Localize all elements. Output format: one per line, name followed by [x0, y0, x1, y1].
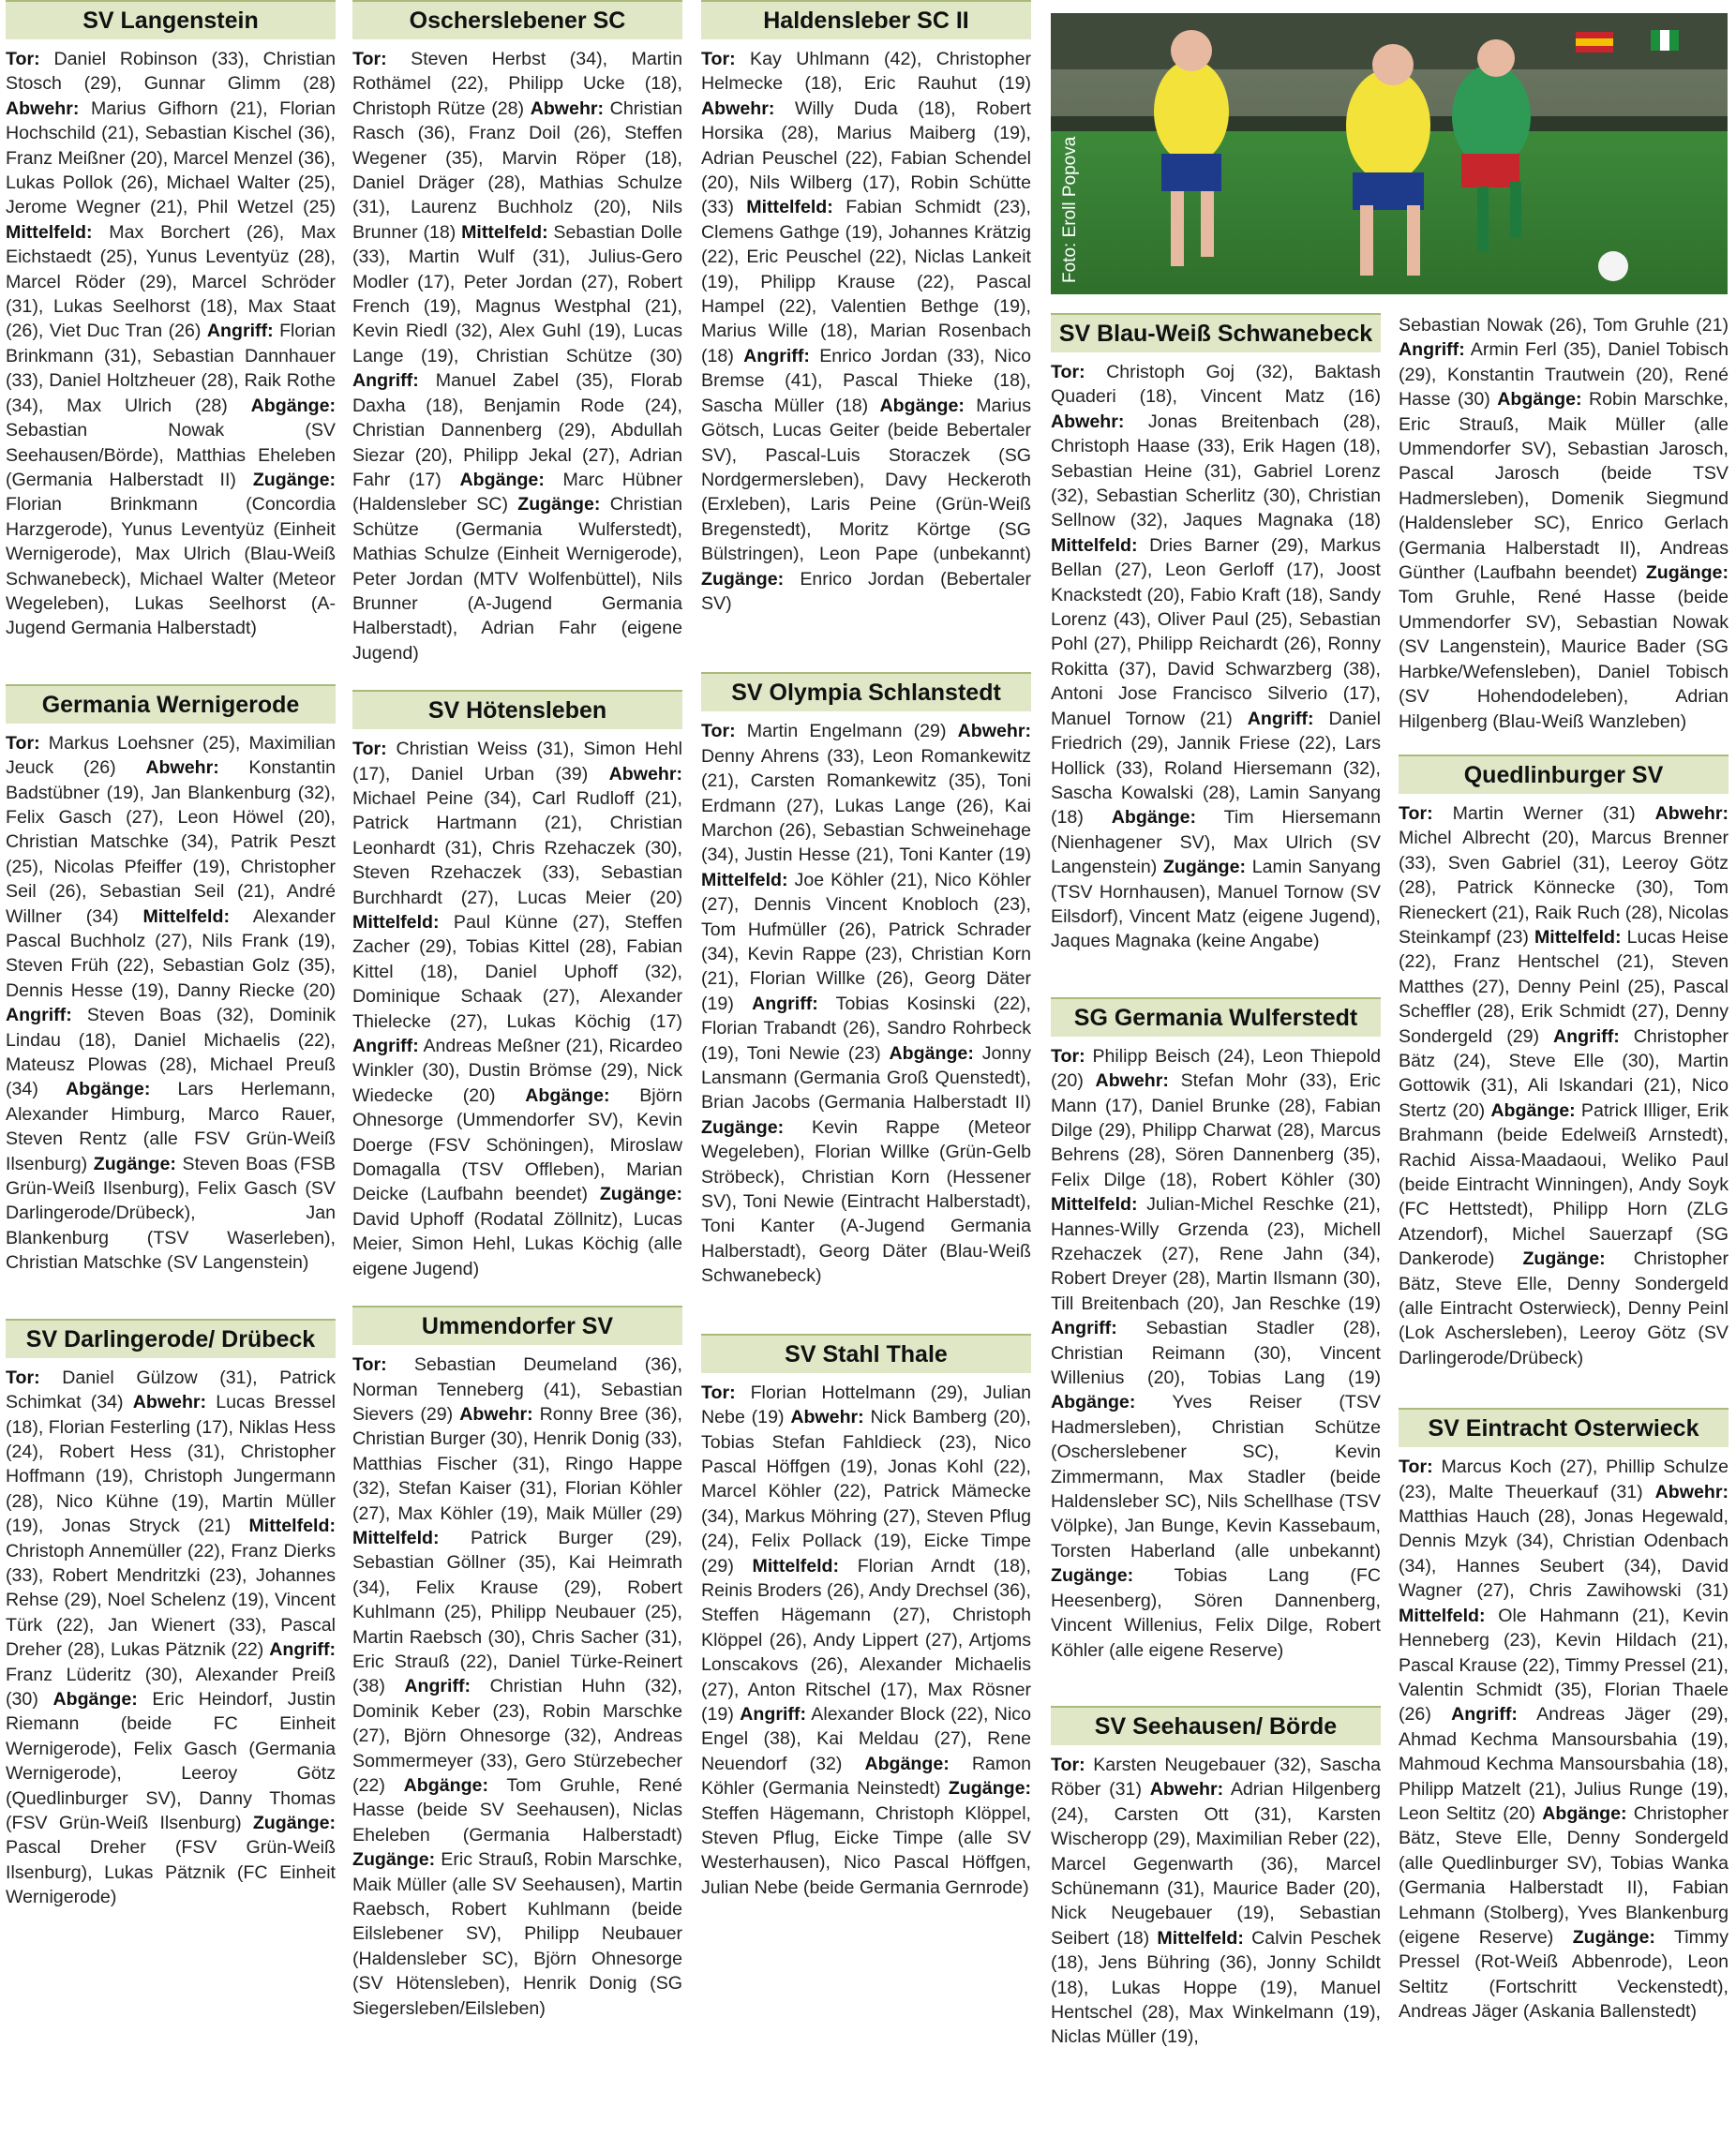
player-list: Christopher Bätz, Steve Elle, Denny Sondergeld (alle Quedlinburger SV), Tobias Wanka (Germania Halberstadt II), Fabian Lehmann (Stolberg), Yves Blankenburg (eigene Reserve) [1399, 1802, 1729, 1948]
team-roster [1051, 1044, 1381, 1663]
player-list: Ole Hahmann (21), Kevin Henneberg (23), Kevin Hildach (21), Pascal Krause (22), Timmy Pressel (21), Valentin Schmidt (35), Florian Thaele (26) [1399, 1605, 1729, 1726]
position-label: Abgänge: [403, 1775, 488, 1796]
player-list: Sebastian Deumeland (36), Norman Tenneberg (41), Sebastian Sievers (29) [352, 1354, 682, 1425]
position-label: Tor: [1051, 1754, 1085, 1775]
player-list: Alexander Pascal Buchholz (27), Nils Frank (19), Steven Früh (22), Sebastian Golz (35), Dennis Hesse (19), Danny Riecke (20) [6, 905, 336, 1001]
team-heading: Germania Wernigerode [6, 684, 336, 724]
team-roster [1399, 801, 1729, 1370]
position-label: Tor: [701, 721, 736, 742]
position-label: Mittelfeld: [142, 905, 230, 927]
position-label: Abwehr: [1654, 1481, 1729, 1502]
team-heading: SV Eintracht Osterwieck [1399, 1408, 1729, 1447]
match-photo-image [1051, 13, 1728, 294]
player-list: Florian Brinkmann (Concordia Harzgerode), Yunus Leventyüz (Einheit Wernigerode), Max Ulrich (Blau-Weiß Schwanebeck), Michael Walter (Meteor Wegeleben), Lukas Seelhorst (A-Jugend Germania Halberstadt) [6, 494, 336, 639]
player-list: Joe Köhler (21), Nico Köhler (27), Dennis Vincent Knobloch (23), Tom Hufmüller (26), Patrick Schrader (34), Kevin Rappe (23), Christian Korn (21), Florian Willke (26), Georg Däter (19) [701, 869, 1031, 1014]
player-list: Tom Gruhle, René Hasse (beide Ummendorfer SV), Sebastian Nowak (SV Langenstein), Maurice Bader (SG Harbke/Wefensleben), Daniel Tobisch (SV Hohendodeleben), Adrian Hilgenberg (Blau-Weiß Wanzleben) [1399, 587, 1729, 732]
player-list: Björn Ohnesorge (Ummendorfer SV), Kevin Doerge (FSV Schöningen), Miroslaw Domagalla (TSV Offleben), Marian Deicke (Laufbahn beendet) [352, 1084, 682, 1205]
position-label: Abwehr: [6, 97, 80, 119]
team-roster [6, 1366, 336, 1910]
position-label: Angriff: [1399, 339, 1465, 361]
player-list: Sebastian Nowak (26), Tom Gruhle (21) [1399, 315, 1729, 336]
player-list: Alexander Block (22), Nico Engel (38), Kai Meldau (27), Rene Neuendorf (32) [701, 1703, 1031, 1774]
position-label: Abwehr: [1149, 1779, 1224, 1801]
player-list: Robin Marschke, Eric Strauß, Maik Müller (alle Ummendorfer SV), Sebastian Jarosch, Pascal Jarosch (beide TSV Hadmersleben), Domenik Siegmund (Haldensleber SC), Enrico Gerlach (Germania Halberstadt II), Andreas Günther (Laufbahn beendet) [1399, 389, 1729, 584]
player-list: Franz Lüderitz (30), Alexander Preiß (30) [6, 1664, 336, 1710]
player-list: Tom Gruhle, René Hasse (beide SV Seehausen), Niclas Eheleben (Germania Halberstadt) [352, 1775, 682, 1846]
team-block-seehausen [1051, 1706, 1381, 2050]
position-label: Mittelfeld: [1399, 1605, 1486, 1626]
column-3 [701, 0, 1031, 2137]
team-roster [352, 47, 682, 665]
position-label: Mittelfeld: [6, 221, 93, 243]
team-block-ummendorf [352, 1306, 682, 2021]
position-label: Angriff: [752, 993, 818, 1014]
team-heading: SV Blau-Weiß Schwanebeck [1051, 313, 1381, 352]
team-heading: SG Germania Wulferstedt [1051, 997, 1381, 1037]
position-label: Angriff: [352, 1036, 419, 1057]
position-label: Abwehr: [790, 1407, 864, 1428]
position-label: Tor: [352, 1354, 387, 1376]
team-block-wulferstedt [1051, 997, 1381, 1663]
position-label: Tor: [6, 1367, 40, 1388]
player-list: Christoph Annemüller (22), Franz Dierks (33), Robert Mendritzki (23), Johannes Rehse (29), Noel Schelenz (19), Vincent Türk (22), Jan Wienert (33), Pascal Dreher (28), Lukas Pätznik (22) [6, 1540, 336, 1661]
team-block-oschersleben [352, 0, 682, 665]
player-list: Patrick Illiger, Erik Brahmann (beide Edelweiß Arnstedt), Rachid Aissa-Maadaoui, Weliko Paul (beide Eintracht Winningen), Andy Soyk (FC Hettstedt), Philipp Horn (ZLG Atzendorf), Michel Sauerzapf (SG Dankerode) [1399, 1099, 1729, 1270]
player-list: Jonas Breitenbach (28), Christoph Haase (33), Erik Hagen (18), Sebastian Heine (31), Gabriel Lorenz (32), Sebastian Scherlitz (30), Christian Sellnow (32), Jaques Magnaka (18) [1051, 411, 1381, 531]
player-list: Dries Barner (29), Markus Bellan (27), Leon Gerloff (17), Joost Knackstedt (20), Fabio Kraft (18), Sandy Lorenz (43), Oliver Paul (25), Sebastian Pohl (27), Philipp Reichardt (26), Ronny Rokitta (37), David Schwarzberg (38), Antoni Jose Francisco Silverio (17), Manuel Tornow (21) [1051, 534, 1381, 729]
player-list: Eric Strauß, Robin Marschke, Maik Müller (alle SV Seehausen), Martin Raebsch, Robert Kuhlmann (beide Eilslebener SV), Philipp Neubauer (Haldensleber SC), Björn Ohnesorge (SV Hötensleben), Henrik Donig (SG Siegersleben/Eilsleben) [352, 1849, 682, 2019]
team-block-schwanebeck [1051, 313, 1381, 954]
player-list: Enrico Jordan (33), Nico Bremse (41), Pascal Thieke (18), Sascha Müller (18) [701, 345, 1031, 416]
player-list: Florian Brinkmann (31), Sebastian Dannhauer (33), Daniel Holtzheuer (28), Raik Rothe (34), Max Ulrich (28) [6, 321, 336, 416]
position-label: Tor: [1399, 1457, 1433, 1478]
position-label: Angriff: [1553, 1025, 1620, 1047]
position-label: Angriff: [404, 1676, 471, 1697]
team-block-schlanstedt [701, 672, 1031, 1288]
player-list: Matthias Hauch (28), Jonas Hegewald, Dennis Mzyk (34), Christian Odenbach (34), Hannes Seubert (34), David Wagner (27), Chris Zawihowski (31) [1399, 1506, 1729, 1602]
player-list: Martin Werner (31) [1452, 802, 1636, 824]
position-label: Abgänge: [889, 1042, 974, 1064]
position-label: Abgänge: [66, 1079, 151, 1100]
column-2 [352, 0, 682, 2137]
position-label: Abwehr: [530, 97, 605, 119]
position-label: Abwehr: [459, 1403, 533, 1425]
position-label: Tor: [6, 49, 40, 69]
position-label: Angriff: [743, 345, 810, 366]
position-label: Zugänge: [1162, 857, 1247, 878]
player-list: Markus Loehsner (25), Maximilian Jeuck (26) [6, 732, 336, 779]
position-label: Tor: [1051, 362, 1085, 382]
player-list: Lars Herlemann, Alexander Himburg, Marco Rauer, Steven Rentz (alle FSV Grün-Weiß Ilsenburg) [6, 1079, 336, 1174]
player-list: Marius Gifhorn (21), Florian Hochschild (21), Sebastian Kischel (36), Franz Meißner (20), Marcel Menzel (36), Lukas Pollok (26), Michael Walter (25), Jerome Wegner (21), Phil Wetzel (25) [6, 97, 336, 218]
position-label: Abgänge: [525, 1084, 610, 1106]
position-label: Abgänge: [1490, 1099, 1576, 1121]
team-roster [352, 737, 682, 1281]
position-label: Abgänge: [1542, 1802, 1627, 1824]
position-label: Mittelfeld: [248, 1516, 336, 1537]
position-label: Abgänge: [879, 395, 965, 416]
player-list: Steven Boas (32), Dominik Lindau (18), Daniel Michaelis (22), Mateusz Plowas (28), Michael Preuß (34) [6, 1005, 336, 1100]
player-list: Philipp Beisch (24), Leon Thiepold (20) [1051, 1045, 1381, 1092]
position-label: Abgänge: [52, 1688, 138, 1710]
position-label: Abwehr: [1095, 1070, 1169, 1092]
team-heading: Haldensleber SC II [701, 0, 1031, 39]
position-label: Abgänge: [1111, 807, 1197, 829]
position-label: Mittelfeld: [352, 1527, 440, 1548]
position-label: Tor: [1051, 1045, 1085, 1067]
player-list: Sebastian Nowak (SV Seehausen/Börde), Matthias Eheleben (Germania Halberstadt II) [6, 420, 336, 490]
player-list: Pascal Dreher (FSV Grün-Weiß Ilsenburg), Lukas Pätznik (FC Einheit Wernigerode) [6, 1837, 336, 1908]
player-list: Fabian Schmidt (23), Clemens Gathge (19), Johannes Krätzig (22), Eric Peuschel (22), Niclas Lankeit (19), Philipp Krause (22), Pascal Hampel (22), Valentien Bethge (19), Marius Wille (18), Marian Rosenbach (18) [701, 197, 1031, 366]
position-label: Zugänge: [517, 494, 601, 516]
player-list: Lamin Sanyang (TSV Hornhausen), Manuel Tornow (SV Eilsdorf), Vincent Matz (eigene Jugend), Jaques Magnaka (keine Angabe) [1051, 857, 1381, 952]
team-heading: Ummendorfer SV [352, 1306, 682, 1345]
position-label: Abwehr: [608, 763, 682, 785]
position-label: Abwehr: [701, 97, 775, 119]
player-list: Karsten Neugebauer (32), Sascha Röber (31) [1051, 1754, 1381, 1801]
team-block-langenstein [6, 0, 336, 641]
player-list: Willy Duda (18), Robert Horsika (28), Marius Maiberg (19), Adrian Peuschel (22), Fabian Schendel (20), Nils Wilberg (17), Robin Schütte (33) [701, 97, 1031, 218]
player-list: Lucas Heise (22), Franz Hentschel (21), Steven Matthes (27), Denny Peinl (25), Pascal Scheffler (28), Erik Schmidt (27), Denny Sondergeld (29) [1399, 926, 1729, 1047]
team-block-quedlinburg [1399, 755, 1729, 1370]
player-list: Ronny Bree (36), Christian Burger (30), Henrik Donig (33), Matthias Fischer (31), Ringo Happe (32), Stefan Kaiser (31), Florian Köhler (27), Max Köhler (19), Maik Müller (29) [352, 1403, 682, 1524]
position-label: Zugänge: [701, 568, 785, 590]
position-label: Zugänge: [252, 469, 336, 490]
player-list: Steven Boas (FSB Grün-Weiß Ilsenburg), Felix Gasch (SV Darlingerode/Drübeck), Jan Blankenburg (TSV Waserleben), Christian Matschke (SV Langenstein) [6, 1153, 336, 1274]
player-list: Christoph Goj (32), Baktash Quaderi (18), Vincent Matz (16) [1051, 362, 1381, 408]
player-list: Adrian Hilgenberg (24), Carsten Ott (31), Karsten Wischeropp (29), Maximilian Reber (22), Marcel Gegenwarth (36), Marcel Schünemann (31), Maurice Bader (20), Nick Neugebauer (19), Sebastian Seibert (18) [1051, 1779, 1381, 1949]
position-label: Mittelfeld: [701, 869, 788, 890]
player-list: Eric Heindorf, Justin Riemann (beide FC Einheit Wernigerode), Felix Gasch (Germania Wernigerode), Leeroy Götz (Quedlinburger SV), Danny Thomas (FSV Grün-Weiß Ilsenburg) [6, 1688, 336, 1833]
team-block-osterwieck [1399, 1408, 1729, 2024]
player-list: Lucas Bressel (18), Florian Festerling (17), Niklas Hess (24), Robert Hess (31), Christopher Hoffmann (19), Christoph Jungermann (28), Nico Kühne (19), Martin Müller (19), Jonas Stryck (21) [6, 1392, 336, 1537]
position-label: Zugänge: [1522, 1248, 1606, 1270]
position-label: Angriff: [1451, 1704, 1518, 1726]
position-label: Zugänge: [352, 1849, 436, 1871]
team-roster [6, 731, 336, 1276]
position-label: Mittelfeld: [352, 912, 440, 933]
position-label: Zugänge: [599, 1184, 682, 1205]
team-heading: Oscherslebener SC [352, 0, 682, 39]
player-list: Yves Reiser (TSV Hadmersleben), Christian Schütze (Oscherslebener SC), Kevin Zimmermann, Max Stadler (beide Haldensleber SC), Nils Schellhase (TSV Völpke), Jan Bunge, Kevin Kassebaum, Torsten Haberland (alle unbekannt) [1051, 1392, 1381, 1562]
player-list: Christian Schütze (Germania Wulferstedt), Mathias Schulze (Einheit Wernigerode), Peter Jordan (MTV Wolfenbüttel), Nils Brunner (A-Jugend Germania Halberstadt), Adrian Fahr (eigene Jugend) [352, 494, 682, 664]
player-list: Michael Peine (34), Carl Rudloff (21), Patrick Hartmann (21), Christian Leonhardt (31), Chris Rzehaczek (30), Steven Rzehaczek (33), Sebastian Burchhardt (27), Lucas Meier (20) [352, 787, 682, 908]
position-label: Tor: [352, 49, 387, 69]
player-list: Kay Uhlmann (42), Christopher Helmecke (18), Eric Rauhut (19) [701, 49, 1031, 95]
player-list: Max Borchert (26), Max Eichstaedt (25), Yunus Leventyüz (28), Marcel Röder (29), Marcel Schröder (31), Lukas Seelhorst (18), Max Staat (26), Viet Duc Tran (26) [6, 221, 336, 342]
position-label: Mittelfeld: [1051, 534, 1138, 556]
team-block-thale [701, 1334, 1031, 1901]
player-list: Daniel Friedrich (29), Jannik Friese (22), Lars Hollick (33), Roland Hiersemann (32), Sascha Kowalski (28), Lamin Sanyang (18) [1051, 708, 1381, 829]
position-label: Angriff: [206, 321, 274, 342]
player-list: Daniel Robinson (33), Christian Stosch (29), Gunnar Glimm (28) [6, 49, 336, 95]
player-list: Denny Ahrens (33), Leon Romankewitz (21), Carsten Romankewitz (35), Toni Erdmann (27), Lukas Lange (26), Kai Marchon (26), Sebastian Schweinehage (34), Justin Hesse (21), Toni Kanter (19) [701, 745, 1031, 866]
player-list: Christian Huhn (32), Dominik Keber (23), Robin Marschke (27), Björn Ohnesorge (32), Andreas Sommermeyer (33), Gero Stürzebecher (22) [352, 1676, 682, 1796]
position-label: Mittelfeld: [752, 1555, 840, 1577]
column-4 [1051, 313, 1381, 2137]
position-label: Angriff: [740, 1703, 806, 1725]
team-block-wernigerode [6, 684, 336, 1276]
position-label: Zugänge: [701, 1116, 785, 1138]
player-list: Steffen Hägemann, Christoph Klöppel, Steven Pflug, Eicke Timpe (alle SV Westerhausen), Nico Pascal Höffgen, Julian Nebe (beide Germania Gernrode) [701, 1802, 1031, 1898]
position-label: Abgänge: [1497, 389, 1582, 411]
photo-credit-text: Foto: Eroll Popova [1060, 136, 1080, 283]
player-list: Andreas Meßner (21), Ricardeo Winkler (30), Dustin Brömse (29), Nick Wiedecke (20) [352, 1036, 682, 1106]
position-label: Mittelfeld: [1051, 1194, 1138, 1216]
player-list: Florian Hottelmann (29), Julian Nebe (19) [701, 1382, 1031, 1428]
position-label: Tor: [6, 732, 40, 754]
team-heading: SV Olympia Schlanstedt [701, 672, 1031, 711]
player-list: Calvin Peschek (18), Jens Bühring (36), Jonny Schildt (18), Lukas Hoppe (19), Manuel Hentschel (28), Max Winkelmann (19), Niclas Müller (19), [1051, 1927, 1381, 2048]
player-list: Marius Götsch, Lucas Geiter (beide Bebertaler SV), Pascal-Luis Storaczek (SG Nordgermersleben), Davy Heckeroth (Erxleben), Laris Peine (Grün-Weiß Bregenstedt), Moritz Körtge (SG Bülstringen), Leon Pape (unbekannt) [701, 395, 1031, 565]
player-list: Christian Rasch (36), Franz Doil (26), Steffen Wegener (35), Marvin Röper (18), Daniel Dräger (28), Mathias Schulze (31), Laurenz Buchholz (20), Nils Brunner (18) [352, 97, 682, 243]
position-label: Abwehr: [1051, 411, 1125, 432]
team-heading: SV Hötensleben [352, 690, 682, 729]
player-list: Steven Herbst (34), Martin Rothämel (22), Philipp Ucke (18), Christoph Rütze (28) [352, 49, 682, 119]
team-roster [1051, 360, 1381, 954]
position-label: Angriff: [352, 370, 419, 392]
position-label: Abgänge: [459, 469, 545, 490]
team-roster [701, 719, 1031, 1288]
position-label: Mittelfeld: [746, 197, 833, 218]
team-block-haldensleben [701, 0, 1031, 616]
player-list: Christopher Bätz, Steve Elle, Denny Sondergeld (alle Eintracht Osterwieck), Denny Peinl (Lok Aschersleben), Leeroy Götz (SV Darlingerode/Drübeck) [1399, 1248, 1729, 1368]
team-heading: SV Darlingerode/ Drübeck [6, 1319, 336, 1358]
team-block-seehausen-continued [1399, 313, 1729, 734]
player-list: Timmy Pressel (Rot-Weiß Abbenrode), Leon Seltitz (Fortschritt Veckenstedt), Andreas Jäger (Askania Ballenstedt) [1399, 1926, 1729, 2023]
match-photo [1051, 13, 1728, 294]
player-list: Manuel Zabel (35), Florab Daxha (18), Benjamin Rode (24), Christian Dannenberg (29), Abdullah Siezar (20), Philipp Jekal (27), Adrian Fahr (17) [352, 370, 682, 490]
position-label: Angriff: [1247, 708, 1314, 729]
position-label: Tor: [701, 49, 736, 69]
player-list: Julian-Michel Reschke (21), Hannes-Willy Grzenda (23), Michell Rzehaczek (27), Rene Jahn (34), Robert Dreyer (28), Martin Ilsmann (30), Till Breitenbach (20), Jan Reschke (19) [1051, 1194, 1381, 1314]
position-label: Zugänge: [1572, 1926, 1655, 1948]
player-list: Andreas Jäger (29), Ahmad Kechma Mansoursbahia (19), Mahmoud Kechma Mansoursbahia (18), Philipp Matzelt (21), Julius Runge (19), Leon Seltitz (20) [1399, 1704, 1729, 1824]
position-label: Angriff: [6, 1005, 72, 1026]
position-label: Mittelfeld: [1157, 1927, 1244, 1949]
team-roster [352, 1352, 682, 2021]
team-heading: SV Langenstein [6, 0, 336, 39]
team-roster [701, 1381, 1031, 1901]
team-heading: SV Seehausen/ Börde [1051, 1706, 1381, 1745]
player-list: Daniel Gülzow (31), Patrick Schimkat (34) [6, 1367, 336, 1413]
position-label: Abwehr: [957, 721, 1031, 742]
player-list: Martin Engelmann (29) [746, 721, 947, 742]
column-1 [6, 0, 336, 2137]
position-label: Abgänge: [864, 1753, 950, 1774]
position-label: Zugänge: [1645, 562, 1729, 584]
player-list: Tobias Lang (FC Heesenberg), Sören Dannenberg, Vincent Willenius, Felix Dilge, Robert Köhler (alle eigene Reserve) [1051, 1565, 1381, 1661]
player-list: Konstantin Badstübner (19), Jan Blankenburg (32), Felix Gasch (27), Leon Höwel (20), Christian Matschke (34), Patrik Peszt (25), Nicolas Pfeiffer (19), Christopher Seil (26), Sebastian Seil (21), André Willner (34) [6, 757, 336, 927]
player-list: Marc Hübner (Haldensleber SC) [352, 469, 682, 516]
player-list: Jonny Lansmann (Germania Groß Quenstedt), Brian Jacobs (Germania Halberstadt II) [701, 1042, 1031, 1113]
player-list: Patrick Burger (29), Sebastian Göllner (35), Kai Heimrath (34), Felix Krause (29), Robert Kuhlmann (25), Philipp Neubauer (25), Martin Raebsch (30), Chris Sacher (31), Eric Strauß (22), Daniel Türke-Reinert (38) [352, 1527, 682, 1697]
position-label: Tor: [1399, 802, 1433, 824]
position-label: Zugänge: [948, 1778, 1031, 1800]
player-list: Florian Arndt (18), Reinis Broders (26), Andy Drechsel (36), Steffen Hägemann (27), Christoph Klöppel (26), Andy Lippert (27), Artjoms Lonscakovs (26), Alexander Michaelis (27), Anton Ritschel (17), Max Rösner (19) [701, 1555, 1031, 1725]
player-list: Kevin Rappe (Meteor Wegeleben), Florian Willke (Grün-Gelb Ströbeck), Christian Korn (Hessener SV), Toni Newie (Eintracht Halberstadt), Toni Kanter (A-Jugend Germania Halberstadt), Georg Däter (Blau-Weiß Schwanebeck) [701, 1116, 1031, 1287]
position-label: Abwehr: [145, 757, 219, 779]
position-label: Zugänge: [252, 1813, 336, 1833]
team-heading: Quedlinburger SV [1399, 755, 1729, 794]
team-roster [1399, 313, 1729, 734]
position-label: Angriff: [1051, 1318, 1117, 1339]
player-list: David Uphoff (Rodatal Zöllnitz), Lucas Meier, Simon Hehl, Lukas Köchig (alle eigene Jugend) [352, 1208, 682, 1279]
team-roster [1399, 1455, 1729, 2024]
player-list: Paul Künne (27), Steffen Zacher (29), Tobias Kittel (28), Fabian Kittel (18), Daniel Uphoff (32), Dominique Schaak (27), Alexander Thielecke (27), Lukas Köchig (17) [352, 912, 682, 1032]
position-label: Abwehr: [132, 1392, 207, 1413]
position-label: Zugänge: [93, 1153, 176, 1174]
position-label: Zugänge: [1051, 1565, 1134, 1587]
player-list: Armin Ferl (35), Daniel Tobisch (29), Konstantin Trautwein (20), René Hasse (30) [1399, 339, 1729, 411]
player-list: Tobias Kosinski (22), Florian Trabandt (26), Sandro Rohrbeck (19), Toni Newie (23) [701, 993, 1031, 1064]
player-list: Christopher Bätz (24), Steve Elle (30), Martin Gottowik (31), Ali Iskandari (21), Nico Stertz (20) [1399, 1025, 1729, 1121]
position-label: Tor: [352, 739, 387, 760]
team-block-darlingerode [6, 1319, 336, 1910]
position-label: Angriff: [269, 1639, 336, 1661]
column-5 [1399, 313, 1729, 2137]
player-list: Sebastian Stadler (28), Christian Reimann (30), Vincent Willenius (20), Tobias Lang (19) [1051, 1318, 1381, 1389]
position-label: Tor: [701, 1382, 736, 1403]
photo-credit [1056, 37, 1081, 291]
position-label: Mittelfeld: [1534, 926, 1622, 948]
position-label: Abwehr: [1654, 802, 1729, 824]
team-heading: SV Stahl Thale [701, 1334, 1031, 1373]
player-list: Enrico Jordan (Bebertaler SV) [701, 568, 1031, 614]
player-list: Marcus Koch (27), Phillip Schulze (23), Malte Theuerkauf (31) [1399, 1457, 1729, 1502]
player-list: Tim Hiersemann (Nienhagener SV), Max Ulrich (SV Langenstein) [1051, 807, 1381, 878]
team-roster [6, 47, 336, 641]
team-block-hoetensleben [352, 690, 682, 1281]
position-label: Mittelfeld: [461, 221, 548, 243]
player-list: Christian Weiss (31), Simon Hehl (17), Daniel Urban (39) [352, 739, 682, 785]
player-list: Sebastian Dolle (33), Martin Wulf (31), Julius-Gero Modler (17), Peter Jordan (27), Robert French (19), Magnus Westphal (21), Kevin Riedl (32), Alex Guhl (19), Lucas Lange (19), Christian Schütze (30) [352, 221, 682, 366]
team-roster [701, 47, 1031, 616]
team-roster [1051, 1753, 1381, 2050]
player-list: Nick Bamberg (20), Tobias Stefan Fahldieck (23), Nico Pascal Höffgen (19), Jonas Kohl (22), Marcel Köhler (22), Patrick Mämecke (34), Markus Möhring (27), Steven Pflug (24), Felix Pollack (19), Eicke Timpe (29) [701, 1407, 1031, 1577]
player-list: Ramon Köhler (Germania Neinstedt) [701, 1753, 1031, 1800]
position-label: Abgänge: [1051, 1392, 1136, 1413]
player-list: Michel Albrecht (20), Marcus Brenner (33), Sven Gabriel (31), Leeroy Götz (28), Patrick Könnecke (30), Tom Rieneckert (21), Raik Ruch (28), Nicolas Steinkampf (23) [1399, 828, 1729, 948]
position-label: Abgänge: [250, 395, 336, 416]
player-list: Stefan Mohr (33), Eric Mann (17), Daniel Brunke (28), Fabian Dilge (29), Philipp Charwat (28), Marcus Behrens (28), Sören Dannenberg (35), Felix Dilge (18), Robert Köhler (30) [1051, 1070, 1381, 1190]
